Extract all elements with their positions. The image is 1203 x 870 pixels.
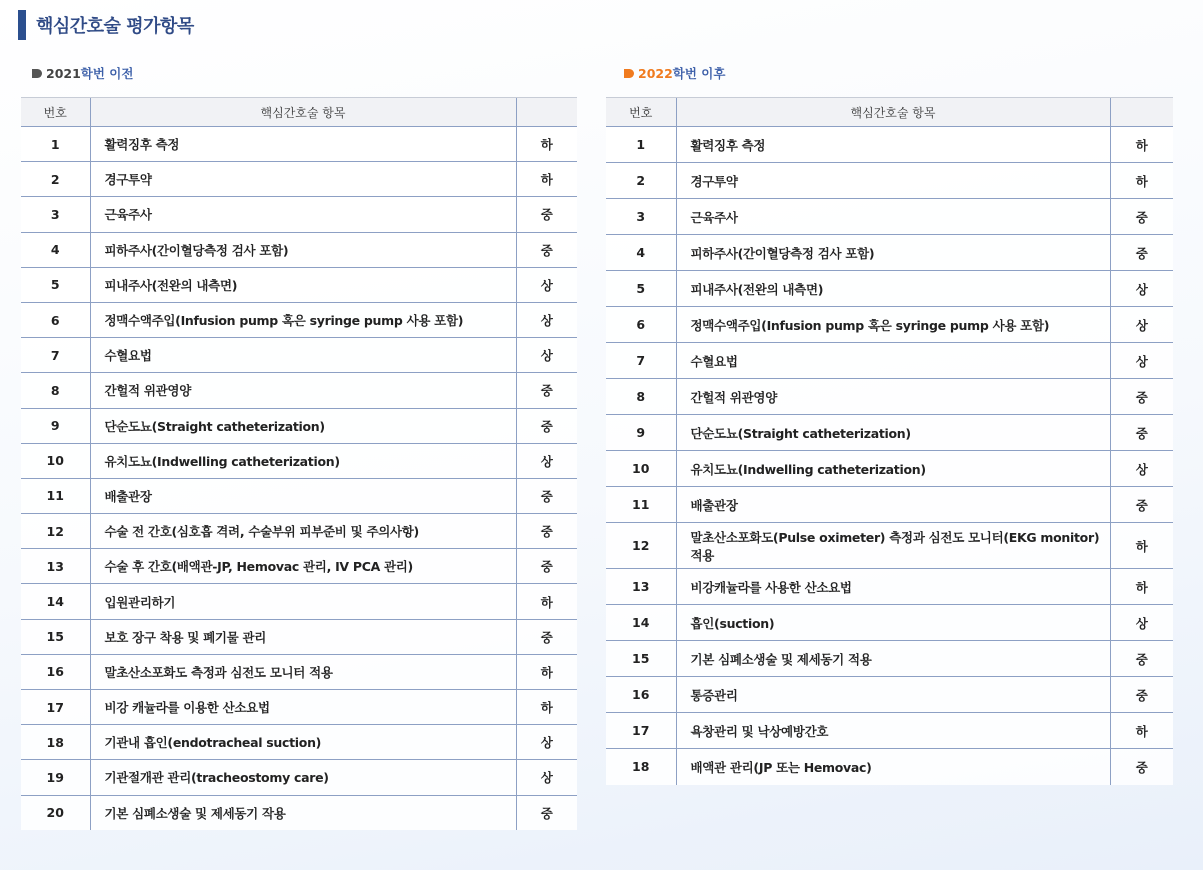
row-item: 유치도뇨(Indwelling catheterization) (90, 443, 516, 478)
table-row (21, 338, 577, 373)
row-level: 상 (516, 760, 577, 795)
row-level: 상 (1110, 271, 1173, 307)
row-level: 중 (516, 795, 577, 830)
title-accent-bar (18, 10, 26, 40)
row-item: 활력징후 측정 (90, 127, 516, 162)
row-level: 하 (1110, 569, 1173, 605)
table-row (21, 373, 577, 408)
row-item: 보호 장구 착용 및 폐기물 관리 (90, 619, 516, 654)
table-row (606, 451, 1173, 487)
row-number: 14 (606, 605, 676, 641)
row-item: 간헐적 위관영양 (676, 379, 1110, 415)
row-number: 17 (21, 690, 90, 725)
skills-table-2022 (606, 97, 1173, 785)
row-number: 10 (606, 451, 676, 487)
row-number: 16 (21, 654, 90, 689)
row-level: 하 (1110, 713, 1173, 749)
row-level: 상 (1110, 605, 1173, 641)
table-row (21, 690, 577, 725)
table-row (606, 713, 1173, 749)
row-number: 15 (606, 641, 676, 677)
row-item: 유치도뇨(Indwelling catheterization) (676, 451, 1110, 487)
row-item: 배출관장 (676, 487, 1110, 523)
row-item: 근육주사 (676, 199, 1110, 235)
table-row (606, 523, 1173, 569)
table-row (606, 415, 1173, 451)
bullet-icon (32, 69, 42, 78)
table-row (21, 584, 577, 619)
header-level (516, 98, 577, 127)
table-row (606, 343, 1173, 379)
header-level (1110, 98, 1173, 127)
row-item: 경구투약 (676, 163, 1110, 199)
row-item: 정맥수액주입(Infusion pump 혹은 syringe pump 사용 포함) (676, 307, 1110, 343)
row-level: 하 (516, 127, 577, 162)
page-title-text: 핵심간호술 평가항목 (36, 16, 194, 37)
section-suffix: 학번 이후 (672, 66, 726, 81)
table-row (21, 408, 577, 443)
table-row (21, 478, 577, 513)
row-number: 9 (606, 415, 676, 451)
row-level: 중 (1110, 235, 1173, 271)
row-item: 수술 전 간호(심호흡 격려, 수술부위 피부준비 및 주의사항) (90, 514, 516, 549)
row-number: 9 (21, 408, 90, 443)
row-item: 경구투약 (90, 162, 516, 197)
row-level: 중 (1110, 379, 1173, 415)
row-number: 3 (21, 197, 90, 232)
table-row (21, 654, 577, 689)
row-item: 흡인(suction) (676, 605, 1110, 641)
section-suffix: 학번 이전 (80, 66, 134, 81)
row-number: 6 (21, 302, 90, 337)
row-item: 간헐적 위관영양 (90, 373, 516, 408)
table-row (606, 569, 1173, 605)
row-number: 12 (606, 523, 676, 569)
row-item: 입원관리하기 (90, 584, 516, 619)
section-label-2022 (624, 64, 725, 82)
table-row (21, 302, 577, 337)
row-level: 상 (516, 725, 577, 760)
table-row (21, 760, 577, 795)
row-number: 17 (606, 713, 676, 749)
row-item: 욕창관리 및 낙상예방간호 (676, 713, 1110, 749)
table-row (21, 232, 577, 267)
row-number: 20 (21, 795, 90, 830)
row-level: 하 (516, 162, 577, 197)
row-level: 하 (516, 654, 577, 689)
row-number: 1 (606, 127, 676, 163)
row-number: 7 (606, 343, 676, 379)
table-row (606, 307, 1173, 343)
row-number: 13 (606, 569, 676, 605)
row-level: 하 (1110, 163, 1173, 199)
row-number: 3 (606, 199, 676, 235)
row-number: 8 (606, 379, 676, 415)
table-row (606, 605, 1173, 641)
row-item: 피내주사(전완의 내측면) (90, 267, 516, 302)
row-item: 피하주사(간이혈당측정 검사 포함) (676, 235, 1110, 271)
row-level: 하 (1110, 523, 1173, 569)
row-level: 중 (516, 478, 577, 513)
row-number: 13 (21, 549, 90, 584)
row-level: 하 (516, 584, 577, 619)
row-number: 15 (21, 619, 90, 654)
section-year: 2022 (638, 65, 673, 81)
row-item: 기본 심폐소생술 및 제세동기 작용 (90, 795, 516, 830)
header-num: 번호 (606, 98, 676, 127)
row-level: 중 (516, 549, 577, 584)
row-number: 1 (21, 127, 90, 162)
table-row (21, 795, 577, 830)
row-item: 수혈요법 (90, 338, 516, 373)
row-number: 5 (21, 267, 90, 302)
bullet-icon (624, 69, 634, 78)
row-item: 통증관리 (676, 677, 1110, 713)
table-row (21, 197, 577, 232)
row-item: 수혈요법 (676, 343, 1110, 379)
row-item: 단순도뇨(Straight catheterization) (90, 408, 516, 443)
table-row (21, 619, 577, 654)
table-row (21, 267, 577, 302)
row-level: 중 (1110, 677, 1173, 713)
skills-table-2021 (21, 97, 577, 830)
row-item: 피하주사(간이혈당측정 검사 포함) (90, 232, 516, 267)
table-row (606, 677, 1173, 713)
row-number: 10 (21, 443, 90, 478)
table-header-row (606, 98, 1173, 127)
header-item: 핵심간호술 항목 (676, 98, 1110, 127)
row-level: 하 (1110, 127, 1173, 163)
row-number: 8 (21, 373, 90, 408)
table-row (606, 127, 1173, 163)
row-number: 11 (606, 487, 676, 523)
table-row (606, 163, 1173, 199)
row-level: 중 (1110, 749, 1173, 785)
row-level: 중 (1110, 487, 1173, 523)
row-item: 활력징후 측정 (676, 127, 1110, 163)
row-level: 하 (516, 690, 577, 725)
table-row (21, 549, 577, 584)
row-item: 말초산소포화도(Pulse oximeter) 측정과 심전도 모니터(EKG monitor) 적용 (676, 523, 1110, 569)
table-row (606, 235, 1173, 271)
page-title (18, 10, 194, 40)
table-row (21, 127, 577, 162)
row-number: 16 (606, 677, 676, 713)
table-row (21, 443, 577, 478)
row-level: 상 (1110, 451, 1173, 487)
row-level: 중 (1110, 641, 1173, 677)
table-header-row (21, 98, 577, 127)
row-number: 18 (21, 725, 90, 760)
row-level: 상 (1110, 343, 1173, 379)
table-row (606, 199, 1173, 235)
row-level: 중 (1110, 199, 1173, 235)
table-row (21, 725, 577, 760)
section-label-2021 (32, 64, 133, 82)
table-row (606, 379, 1173, 415)
row-number: 14 (21, 584, 90, 619)
row-item: 기관내 흡인(endotracheal suction) (90, 725, 516, 760)
row-number: 19 (21, 760, 90, 795)
row-number: 2 (606, 163, 676, 199)
row-level: 중 (516, 514, 577, 549)
row-item: 단순도뇨(Straight catheterization) (676, 415, 1110, 451)
row-level: 상 (516, 338, 577, 373)
row-level: 상 (516, 443, 577, 478)
row-level: 중 (516, 408, 577, 443)
row-item: 기관절개관 관리(tracheostomy care) (90, 760, 516, 795)
row-number: 6 (606, 307, 676, 343)
row-number: 12 (21, 514, 90, 549)
row-number: 4 (606, 235, 676, 271)
row-item: 정맥수액주입(Infusion pump 혹은 syringe pump 사용 포함) (90, 302, 516, 337)
table-row (606, 487, 1173, 523)
row-level: 중 (516, 232, 577, 267)
table-row (606, 749, 1173, 785)
row-item: 말초산소포화도 측정과 심전도 모니터 적용 (90, 654, 516, 689)
row-item: 배액관 관리(JP 또는 Hemovac) (676, 749, 1110, 785)
header-item: 핵심간호술 항목 (90, 98, 516, 127)
table-row (21, 162, 577, 197)
row-item: 피내주사(전완의 내측면) (676, 271, 1110, 307)
row-level: 상 (1110, 307, 1173, 343)
row-item: 수술 후 간호(배액관-JP, Hemovac 관리, IV PCA 관리) (90, 549, 516, 584)
section-year: 2021 (46, 65, 81, 81)
header-num: 번호 (21, 98, 90, 127)
row-level: 상 (516, 267, 577, 302)
row-item: 비강캐뉼라를 사용한 산소요법 (676, 569, 1110, 605)
table-row (21, 514, 577, 549)
row-item: 비강 캐뉼라를 이용한 산소요법 (90, 690, 516, 725)
row-level: 중 (516, 373, 577, 408)
row-level: 상 (516, 302, 577, 337)
row-item: 근육주사 (90, 197, 516, 232)
row-item: 기본 심폐소생술 및 제세동기 적용 (676, 641, 1110, 677)
table-row (606, 641, 1173, 677)
row-item: 배출관장 (90, 478, 516, 513)
row-number: 2 (21, 162, 90, 197)
row-level: 중 (516, 197, 577, 232)
row-number: 5 (606, 271, 676, 307)
row-level: 중 (516, 619, 577, 654)
table-row (606, 271, 1173, 307)
row-level: 중 (1110, 415, 1173, 451)
row-number: 4 (21, 232, 90, 267)
row-number: 7 (21, 338, 90, 373)
row-number: 18 (606, 749, 676, 785)
row-number: 11 (21, 478, 90, 513)
